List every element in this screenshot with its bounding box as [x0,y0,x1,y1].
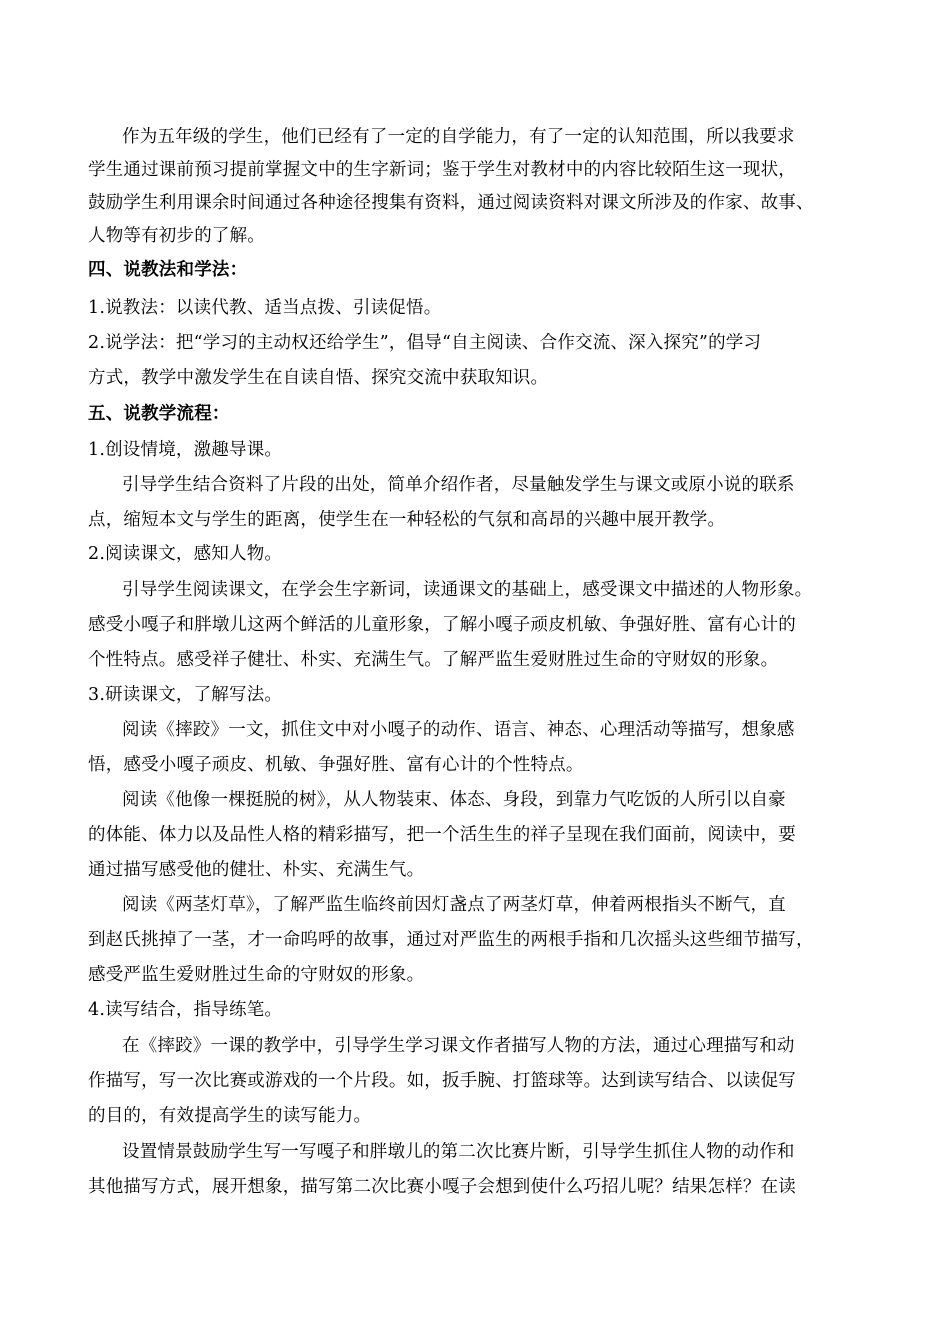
subheading-line: 3.研读课文，了解写法。 [88,685,283,705]
paragraph-line: 学生通过课前预习提前掌握文中的生字新词；鉴于学生对教材中的内容比较陌生这一现状， [88,160,796,180]
paragraph-line: 其他描写方式，展开想象，描写第二次比赛小嘎子会想到使什么巧招儿呢？结果怎样？在读 [88,1177,796,1197]
subheading-line: 4.读写结合，指导练笔。 [88,1000,283,1020]
paragraph-line: 作为五年级的学生，他们已经有了一定的自学能力，有了一定的认知范围，所以我要求 [122,127,795,147]
paragraph-line: 设置情景鼓励学生写一写嘎子和胖墩儿的第二次比赛片断，引导学生抓住人物的动作和 [122,1142,795,1162]
subheading-line: 1.创设情境，激趣导课。 [88,440,283,460]
paragraph-line: 的体能、体力以及品性人格的精彩描写，把一个活生生的祥子呈现在我们面前，阅读中，要 [88,825,796,845]
paragraph-line: 个性特点。感受祥子健壮、朴实、充满生气。了解严监生爱财胜过生命的守财奴的形象。 [88,650,779,670]
paragraph-line: 在《摔跤》一课的教学中，引导学生学习课文作者描写人物的方法，通过心理描写和动 [122,1036,795,1056]
paragraph-line: 方式，教学中激发学生在自读自悟、探究交流中获取知识。 [88,368,549,388]
paragraph-line: 感受严监生爱财胜过生命的守财奴的形象。 [88,965,425,985]
paragraph-line: 鼓励学生利用课余时间通过各种途径搜集有资料，通过阅读资料对课文所涉及的作家、故事、 [88,193,814,213]
paragraph-line: 人物等有初步的了解。 [88,226,265,246]
paragraph-line: 悟，感受小嘎子顽皮、机敏、争强好胜、富有心计的个性特点。 [88,755,584,775]
paragraph-line: 到赵氏挑掉了一茎，才一命呜呼的故事，通过对严监生的两根手指和几次摇头这些细节描写， [88,930,814,950]
paragraph-line: 阅读《两茎灯草》，了解严监生临终前因灯盏点了两茎灯草，伸着两根指头不断气，直 [122,895,786,915]
section-heading: 五、说教学流程： [88,404,230,424]
section-heading: 四、说教法和学法： [88,260,248,280]
paragraph-line: 2.说学法：把“学习的主动权还给学生”，倡导“自主阅读、合作交流、深入探究”的学习 [88,333,762,353]
paragraph-line: 感受小嘎子和胖墩儿这两个鲜活的儿童形象，了解小嘎子顽皮机敏、争强好胜、富有心计的 [88,615,796,635]
paragraph-line: 1.说教法：以读代教、适当点拨、引读促悟。 [88,298,442,318]
paragraph-line: 阅读《他像一棵挺脱的树》，从人物装束、体态、身段，到靠力气吃饭的人所引以自豪 [122,790,786,810]
paragraph-line: 通过描写感受他的健壮、朴实、充满生气。 [88,860,425,880]
paragraph-line: 的目的，有效提高学生的读写能力。 [88,1106,372,1126]
paragraph-line: 引导学生阅读课文，在学会生字新词，读通课文的基础上，感受课文中描述的人物形象。 [122,580,813,600]
paragraph-line: 引导学生结合资料了片段的出处，简单介绍作者，尽量触发学生与课文或原小说的联系 [122,475,795,495]
paragraph-line: 点，缩短本文与学生的距离，使学生在一种轻松的气氛和高昂的兴趣中展开教学。 [88,510,726,530]
paragraph-line: 作描写，写一次比赛或游戏的一个片段。如，扳手腕、打篮球等。达到读写结合、以读促写 [88,1071,796,1091]
paragraph-line: 阅读《摔跤》一文，抓住文中对小嘎子的动作、语言、神态、心理活动等描写，想象感 [122,720,795,740]
subheading-line: 2.阅读课文，感知人物。 [88,544,283,564]
